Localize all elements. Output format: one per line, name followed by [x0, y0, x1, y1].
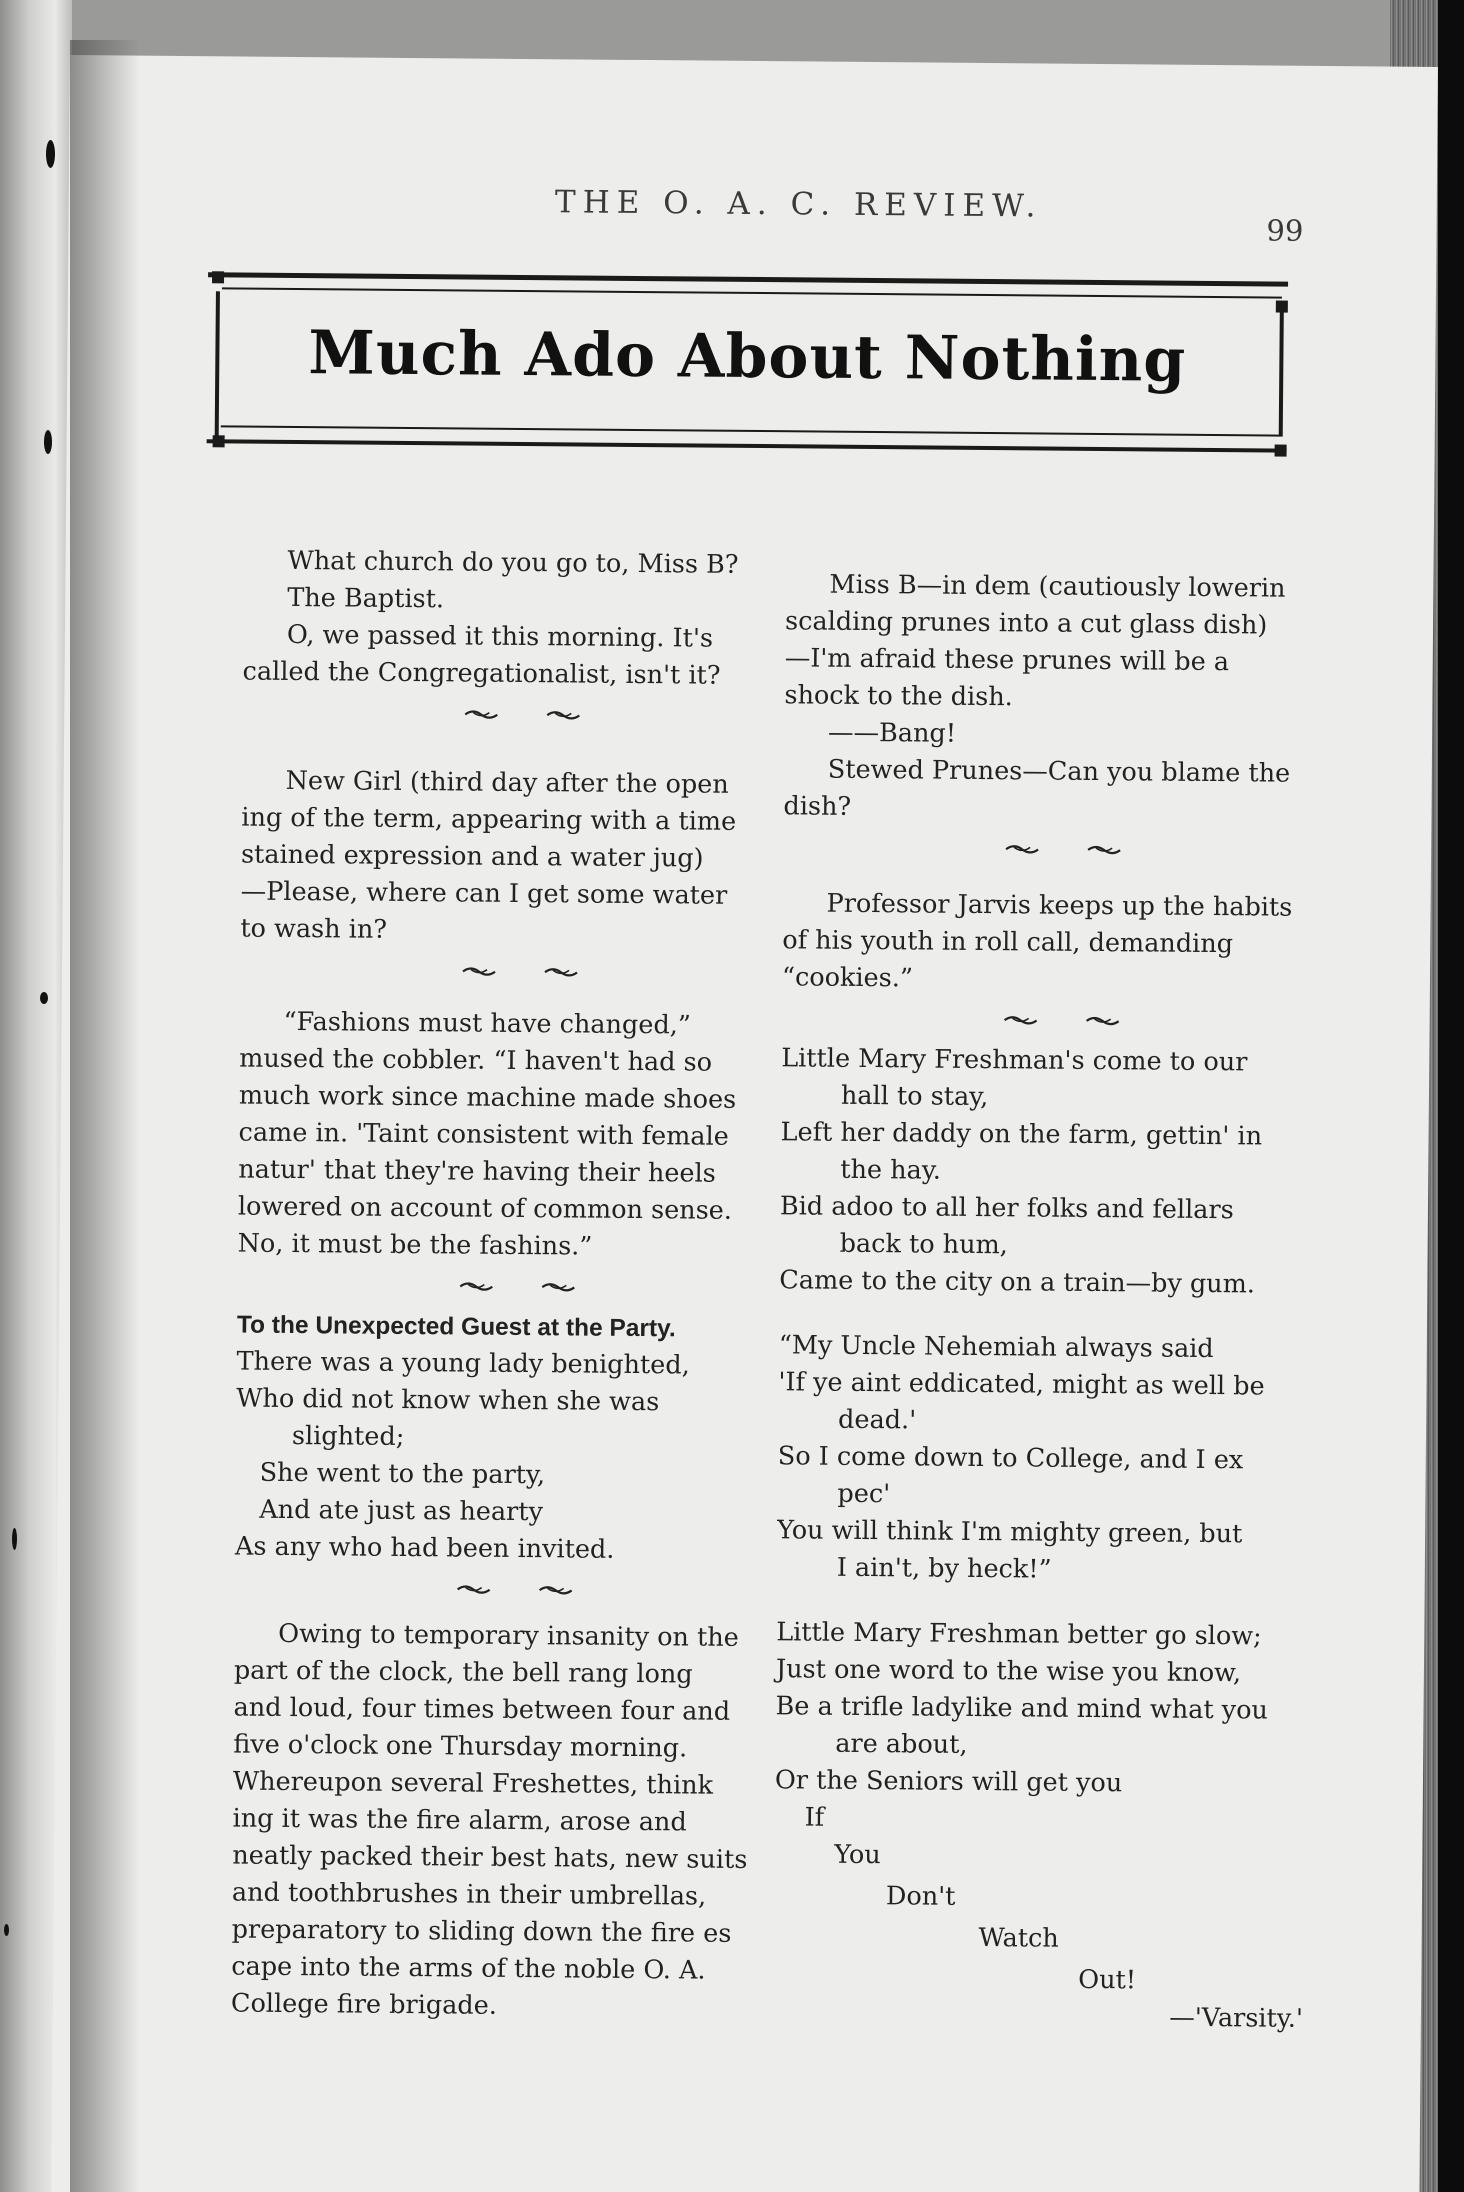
clock-line: Whereupon several Freshettes, think	[232, 1766, 714, 1801]
clock-line: cape into the arms of the noble O. A.	[231, 1951, 706, 1986]
ornament-divider	[783, 825, 1343, 874]
ornament-divider	[781, 996, 1341, 1045]
poem-line: Little Mary Freshman's come to our	[781, 1043, 1248, 1078]
prunes-line: scalding prunes into a cut glass dish)	[784, 606, 1268, 641]
stewed-line: Stewed Prunes—Can you blame the	[827, 754, 1291, 789]
swirl-ornament-icon	[540, 1279, 576, 1295]
swirl-ornament-icon	[1004, 841, 1040, 857]
attribution: —'Varsity.'	[1169, 2002, 1304, 2034]
cobbler-line: much work since machine made shoes	[238, 1080, 737, 1115]
stair-word: Don't	[885, 1881, 956, 1912]
running-head: THE O. A. C. REVIEW.	[554, 184, 1043, 225]
swirl-ornament-icon	[1086, 842, 1122, 858]
swirl-ornament-icon	[1085, 1013, 1121, 1029]
poem-line: Or the Seniors will get you	[774, 1765, 1123, 1799]
poem-line: As any who had been invited.	[234, 1531, 615, 1565]
poem-line: Bid adoo to all her folks and fellars	[779, 1191, 1234, 1226]
poem-line: There was a young lady benighted,	[236, 1346, 690, 1381]
poem-line: hall to stay,	[840, 1080, 989, 1113]
clock-line: and toothbrushes in their umbrellas,	[231, 1877, 707, 1912]
ornament-divider	[237, 1263, 797, 1312]
poem-line: Left her daddy on the farm, gettin' in	[780, 1117, 1263, 1152]
article-title: Much Ado About Nothing	[308, 318, 1187, 396]
frame-corner-icon	[1275, 445, 1287, 457]
church-reply-line: O, we passed it this morning. It's	[286, 619, 714, 654]
title-frame	[207, 272, 1288, 452]
left-column	[231, 543, 804, 2028]
gutter-shadow	[70, 40, 140, 2192]
poem-line: I ain't, by heck!”	[836, 1552, 1052, 1585]
stair-word: You	[834, 1839, 881, 1871]
cobbler-line: No, it must be the fashins.”	[237, 1228, 593, 1262]
right-column	[773, 566, 1346, 2038]
clock-line: and loud, four times between four and	[233, 1692, 731, 1727]
ink-speck	[12, 1528, 17, 1550]
swirl-ornament-icon	[543, 964, 579, 980]
stair-word: Out!	[1078, 1964, 1137, 1996]
poem-line: “My Uncle Nehemiah always said	[778, 1330, 1214, 1365]
page-number: 99	[1266, 213, 1304, 248]
frame-corner-icon	[212, 271, 224, 283]
new-girl-line: stained expression and a water jug)	[240, 839, 704, 874]
cobbler-line: mused the cobbler. “I haven't had so	[239, 1043, 713, 1078]
ornament-divider	[242, 691, 802, 740]
poem-line: Who did not know when she was	[236, 1383, 660, 1418]
new-girl-line: —Please, where can I get some water	[240, 876, 728, 911]
ink-speck	[40, 992, 48, 1004]
new-girl-line: New Girl (third day after the open	[285, 765, 729, 800]
clock-line: five o'clock one Thursday morning.	[233, 1729, 688, 1764]
ornament-divider	[234, 1565, 794, 1614]
clock-line: part of the clock, the bell rang long	[233, 1655, 693, 1690]
poem-line: the hay.	[840, 1154, 942, 1186]
swirl-ornament-icon	[458, 1278, 494, 1294]
section-heading: To the Unexpected Guest at the Party.	[236, 1311, 676, 1343]
prunes-line: —I'm afraid these prunes will be a	[784, 643, 1230, 678]
clock-line: preparatory to sliding down the fire es	[231, 1914, 732, 1949]
poem-line: pec'	[837, 1478, 891, 1510]
ink-speck	[46, 140, 55, 168]
clock-line: College fire brigade.	[230, 1988, 498, 2021]
stair-word: Watch	[978, 1923, 1059, 1954]
prunes-line: shock to the dish.	[784, 680, 1013, 713]
page	[51, 55, 1438, 2192]
ink-speck	[4, 1924, 9, 1936]
poem-line: are about,	[835, 1728, 968, 1760]
new-girl-line: to wash in?	[240, 913, 388, 945]
swirl-ornament-icon	[1003, 1012, 1039, 1028]
poem-line: Be a trifle ladylike and mind what you	[775, 1691, 1269, 1726]
swirl-ornament-icon	[538, 1582, 574, 1598]
clock-line: ing it was the fire alarm, arose and	[232, 1803, 687, 1838]
church-reply-line: called the Congregationalist, isn't it?	[242, 656, 721, 691]
poem-line: back to hum,	[839, 1228, 1008, 1261]
clock-line: neatly packed their best hats, new suits	[232, 1840, 748, 1875]
poem-line: Just one word to the wise you know,	[775, 1654, 1242, 1689]
church-answer: The Baptist.	[287, 582, 445, 615]
poem-line: Came to the city on a train—by gum.	[779, 1265, 1256, 1300]
title-frame-rule-bottom	[221, 425, 1281, 436]
clock-line: Owing to temporary insanity on the	[278, 1618, 739, 1653]
poem-line: So I come down to College, and I ex	[777, 1441, 1244, 1476]
poem-line: slighted;	[291, 1420, 405, 1452]
poem-line: dead.'	[837, 1404, 917, 1436]
jarvis-line: Professor Jarvis keeps up the habits	[826, 888, 1293, 923]
frame-corner-icon	[1276, 301, 1288, 313]
cobbler-line: came in. 'Taint consistent with female	[238, 1117, 729, 1152]
church-question: What church do you go to, Miss B?	[287, 545, 739, 580]
prunes-line: Miss B—in dem (cautiously lowerin	[829, 569, 1286, 604]
poem-line: Little Mary Freshman better go slow;	[776, 1617, 1262, 1652]
cobbler-line: natur' that they're having their heels	[238, 1154, 716, 1189]
stewed-line: dish?	[783, 791, 852, 822]
poem-line: She went to the party,	[259, 1457, 546, 1491]
jarvis-line: “cookies.”	[781, 962, 914, 994]
new-girl-line: ing of the term, appearing with a time	[241, 802, 737, 837]
jarvis-line: of his youth in roll call, demanding	[782, 925, 1234, 960]
cobbler-line: lowered on account of common sense.	[237, 1191, 733, 1226]
frame-corner-icon	[213, 435, 225, 447]
swirl-ornament-icon	[456, 1581, 492, 1597]
poem-line: 'If ye aint eddicated, might as well be	[778, 1367, 1265, 1402]
swirl-ornament-icon	[463, 706, 499, 722]
title-frame-rule-top	[222, 287, 1282, 298]
poem-line: And ate just as hearty	[259, 1494, 544, 1528]
bang-line: ——Bang!	[827, 717, 957, 749]
ink-speck	[44, 430, 52, 454]
swirl-ornament-icon	[461, 963, 497, 979]
poem-line: You will think I'm mighty green, but	[777, 1515, 1243, 1550]
ornament-divider	[240, 948, 800, 997]
swirl-ornament-icon	[545, 707, 581, 723]
cobbler-line: “Fashions must have changed,”	[283, 1006, 692, 1041]
stair-word: If	[804, 1802, 825, 1833]
